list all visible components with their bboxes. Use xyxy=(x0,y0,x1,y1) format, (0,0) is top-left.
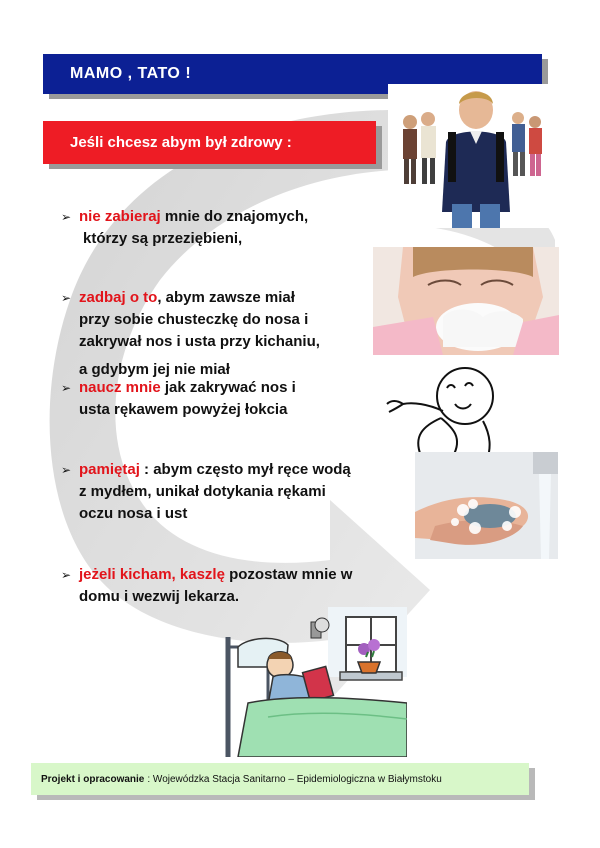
advice-text: , abym zawsze miał xyxy=(157,289,295,306)
sneeze-into-elbow-drawing xyxy=(383,366,531,460)
hand-washing-photo xyxy=(415,452,558,559)
advice-lead: nie zabieraj xyxy=(79,208,161,225)
footer-text: : Wojewódzka Stacja Sanitarno – Epidemiologiczna w Białymstoku xyxy=(147,773,442,785)
sick-child-in-bed-drawing xyxy=(208,607,407,757)
advice-text: przy sobie chusteczkę do nosa i xyxy=(79,311,309,328)
advice-text: domu i wezwij lekarza. xyxy=(79,588,240,605)
advice-lead: pamiętaj xyxy=(79,461,140,478)
advice-text: z mydłem, unikał dotykania rękami xyxy=(79,483,326,500)
advice-lead: zadbaj o to xyxy=(79,289,158,306)
advice-text: a gdybym jej nie miał xyxy=(79,361,230,378)
girl-blowing-nose-photo xyxy=(373,247,559,355)
subheader-title: Jeśli chcesz abym był zdrowy : xyxy=(70,134,292,151)
advice-text: mnie do znajomych, xyxy=(160,208,309,225)
advice-text: którzy są przeziębieni, xyxy=(83,230,243,247)
bullet-arrow-icon: ➢ xyxy=(61,291,72,305)
header-title: MAMO , TATO ! xyxy=(70,65,192,82)
advice-text: oczu nosa i ust xyxy=(79,505,188,522)
advice-text: zakrywał nos i usta przy kichaniu, xyxy=(79,333,320,350)
bullet-arrow-icon: ➢ xyxy=(61,210,72,224)
advice-item-5 xyxy=(61,564,353,608)
advice-item-4 xyxy=(61,459,351,525)
advice-text: usta rękawem powyżej łokcia xyxy=(79,401,288,418)
advice-lead: jeżeli kicham, kaszlę xyxy=(79,566,225,583)
subheader-banner xyxy=(43,121,376,164)
advice-item-3 xyxy=(61,377,296,421)
footer-credits xyxy=(31,763,529,795)
advice-item-2 xyxy=(61,287,320,381)
footer-label: Projekt i opracowanie xyxy=(41,773,145,785)
advice-text: : abym często mył ręce wodą xyxy=(139,461,351,478)
advice-item-1 xyxy=(61,206,309,250)
bullet-arrow-icon: ➢ xyxy=(61,381,72,395)
bullet-arrow-icon: ➢ xyxy=(61,463,72,477)
advice-lead: naucz mnie xyxy=(79,379,161,396)
advice-text: jak zakrywać nos i xyxy=(160,379,296,396)
advice-text: pozostaw mnie w xyxy=(224,566,353,583)
kids-with-backpacks-photo xyxy=(388,84,550,228)
bullet-arrow-icon: ➢ xyxy=(61,568,72,582)
